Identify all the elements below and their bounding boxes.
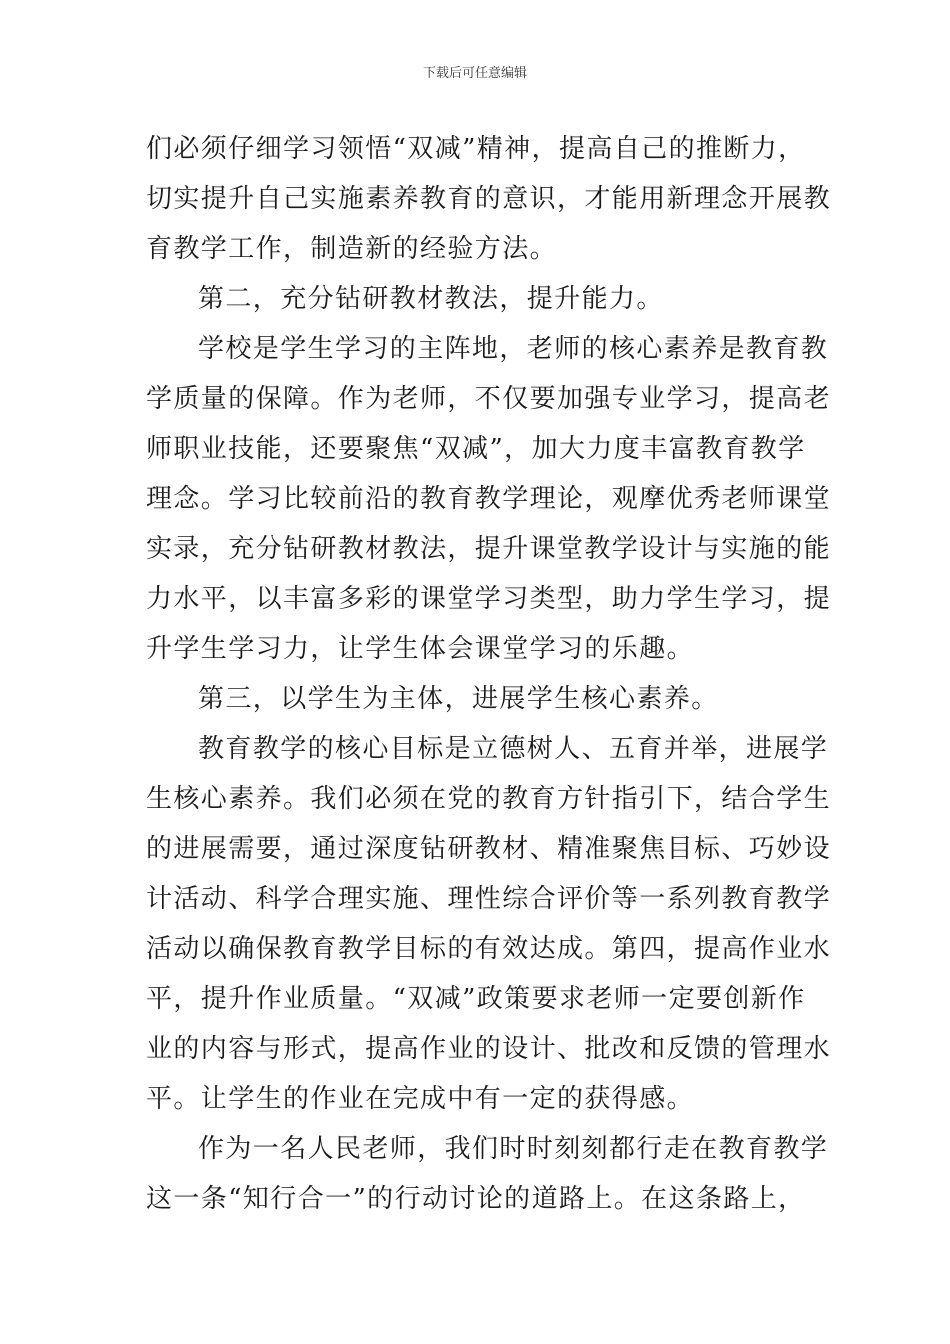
text-line: 活动以确保教育教学目标的有效达成。第四，提高作业水 — [146, 934, 832, 964]
text-line: 实录，充分钻研教材教法，提升课堂教学设计与实施的能 — [146, 534, 832, 564]
text-line: 升学生学习力，让学生体会课堂学习的乐趣。 — [146, 634, 695, 664]
text-line: 业的内容与形式，提高作业的设计、批改和反馈的管理水 — [146, 1034, 832, 1064]
text-line: 切实提升自己实施素养教育的意识，才能用新理念开展教 — [146, 184, 832, 214]
text-line: 生核心素养。我们必须在党的教育方针指引下，结合学生 — [146, 784, 832, 814]
text-line: 的进展需要，通过深度钻研教材、精准聚焦目标、巧妙设 — [146, 834, 832, 864]
page-header-note: 下载后可任意编辑 — [422, 66, 527, 81]
text-line: 学校是学生学习的主阵地，老师的核心素养是教育教 — [198, 334, 829, 364]
text-line: 理念。学习比较前沿的教育教学理论，观摩优秀老师课堂 — [146, 484, 832, 514]
section-heading-2: 第二，充分钻研教材教法，提升能力。 — [198, 284, 664, 314]
text-line: 们必须仔细学习领悟“双减”精神，提高自己的推断力， — [146, 134, 806, 164]
text-line: 师职业技能，还要聚焦“双减”，加大力度丰富教育教学 — [146, 434, 806, 464]
text-line: 学质量的保障。作为老师，不仅要加强专业学习，提高老 — [146, 384, 832, 414]
text-line: 育教学工作，制造新的经验方法。 — [146, 234, 558, 264]
text-line: 平。让学生的作业在完成中有一定的获得感。 — [146, 1084, 695, 1114]
text-line: 作为一名人民老师，我们时时刻刻都行走在教育教学 — [198, 1134, 829, 1164]
text-line: 平，提升作业质量。“双减”政策要求老师一定要创新作 — [146, 984, 806, 1014]
document-body — [146, 124, 832, 1224]
text-line: 力水平，以丰富多彩的课堂学习类型，助力学生学习，提 — [146, 584, 832, 614]
text-line: 计活动、科学合理实施、理性综合评价等一系列教育教学 — [146, 884, 832, 914]
text-line: 这一条“知行合一”的行动讨论的道路上。在这条路上， — [146, 1184, 806, 1214]
text-line: 教育教学的核心目标是立德树人、五育并举，进展学 — [198, 734, 829, 764]
section-heading-3: 第三，以学生为主体，进展学生核心素养。 — [198, 684, 719, 714]
